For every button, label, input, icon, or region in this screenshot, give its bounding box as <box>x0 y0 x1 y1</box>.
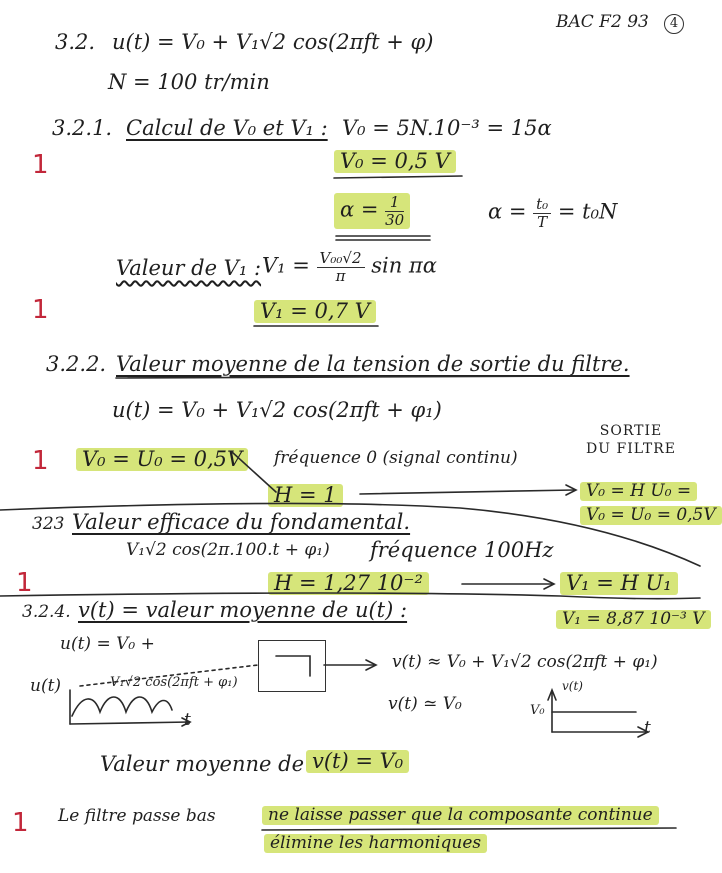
separator-line-1 <box>0 503 700 566</box>
section-3-2-2-title: Valeur moyenne de la tension de sortie du filtre. <box>116 352 630 376</box>
section-3-2-4-title: v(t) = valeur moyenne de u(t) : <box>78 598 408 622</box>
page-reference: BAC F2 93 <box>556 12 649 32</box>
gain-dc: H = 1 <box>268 484 343 507</box>
mean-value-label: Valeur moyenne de <box>100 752 305 776</box>
input-feed-line <box>80 665 258 686</box>
alpha-numerator: 1 <box>385 194 404 212</box>
section-3-2-1-number: 3.2.1. <box>52 116 113 140</box>
input-time-axis-label: t <box>184 710 191 730</box>
score-mark: 1 <box>32 295 49 325</box>
alpha-denominator: 30 <box>385 210 405 229</box>
output-graph-y-label: v(t) <box>562 679 583 693</box>
conclusion-line-2: élimine les harmoniques <box>264 834 487 853</box>
input-time-axis <box>70 722 190 724</box>
dc-frequency: fréquence 0 (signal continu) <box>274 448 518 468</box>
section-3-2-2-number: 3.2.2. <box>46 352 107 376</box>
fundamental-output-result: V₁ = 8,87 10⁻³ V <box>556 610 711 629</box>
signal-equation-2: u(t) = V₀ + V₁√2 cos(2πft + φ₁) <box>112 398 442 422</box>
v1-formula-label: V₁ = <box>262 253 310 278</box>
input-signal-components: V₁√2 cos(2πft + φ₁) <box>110 675 238 690</box>
alpha-relation-label: α = <box>488 199 527 224</box>
output-signal-equation: v(t) ≈ V₀ + V₁√2 cos(2πft + φ₁) <box>392 652 658 672</box>
v0-result-underline <box>334 176 462 178</box>
conclusion-underline <box>262 828 676 830</box>
dc-to-gain-stroke <box>232 452 276 492</box>
output-graph-level-label: V₀ <box>530 703 545 718</box>
alpha-relation-denominator: T <box>537 212 548 231</box>
score-mark: 1 <box>32 446 49 476</box>
alpha-relation-rhs: = t₀N <box>557 199 618 224</box>
signal-equation: u(t) = V₀ + V₁√2 cos(2πft + φ) <box>112 30 434 54</box>
filter-output-title: SORTIE DU FILTRE <box>586 423 676 458</box>
filter-symbol <box>276 656 310 676</box>
v1-formula-rhs: sin πα <box>371 253 437 278</box>
v1-result: V₁ = 0,7 V <box>254 300 376 323</box>
input-waveform <box>72 697 172 716</box>
conclusion-label: Le filtre passe bas <box>58 806 216 826</box>
mean-value-result: v(t) = V₀ <box>306 750 409 773</box>
dc-component: V₀ = U₀ = 0,5V <box>76 448 248 471</box>
output-approximation: v(t) ≃ V₀ <box>388 694 462 714</box>
v0-equation: V₀ = 5N.10⁻³ = 15α <box>342 116 552 140</box>
page-number: 4 <box>664 14 684 34</box>
conclusion-line-1: ne laisse passer que la composante continue <box>262 806 659 825</box>
input-signal-label: u(t) <box>30 676 62 696</box>
score-mark: 1 <box>12 808 29 838</box>
fundamental-frequency: fréquence 100Hz <box>370 538 554 562</box>
section-3-2-4-number: 3.2.4. <box>22 602 71 622</box>
dc-output-result: V₀ = U₀ = 0,5V <box>580 506 722 525</box>
section-3-2-number: 3.2. <box>55 30 96 54</box>
score-mark: 1 <box>32 150 49 180</box>
fundamental-output-formula: V₁ = H U₁ <box>560 572 678 595</box>
v1-formula-denominator: π <box>335 266 346 285</box>
section-3-2-1-title: Calcul de V₀ et V₁ : <box>126 116 328 140</box>
dc-output-formula: V₀ = H U₀ = <box>580 482 697 501</box>
separator-line-2 <box>0 593 700 599</box>
v1-formula-numerator: V₀₀√2 <box>317 250 365 268</box>
alpha-label: α = <box>340 197 379 222</box>
rotation-speed: N = 100 tr/min <box>108 70 270 94</box>
v1-value-label: Valeur de V₁ : <box>116 256 262 280</box>
output-graph-time-label: t <box>644 718 651 738</box>
input-signal-equation: u(t) = V₀ + <box>60 634 155 654</box>
score-mark: 1 <box>16 568 33 598</box>
gain-fundamental: H = 1,27 10⁻² <box>268 572 429 595</box>
gain-dc-arrow <box>360 490 574 494</box>
section-3-2-3-number: 323 <box>32 514 65 534</box>
v0-result: V₀ = 0,5 V <box>334 150 456 173</box>
section-3-2-2-underline <box>116 376 580 378</box>
alpha-relation-numerator: t₀ <box>533 196 551 214</box>
fundamental-equation: V₁√2 cos(2π.100.t + φ₁) <box>126 540 330 560</box>
section-3-2-3-title: Valeur efficace du fondamental. <box>72 510 411 534</box>
